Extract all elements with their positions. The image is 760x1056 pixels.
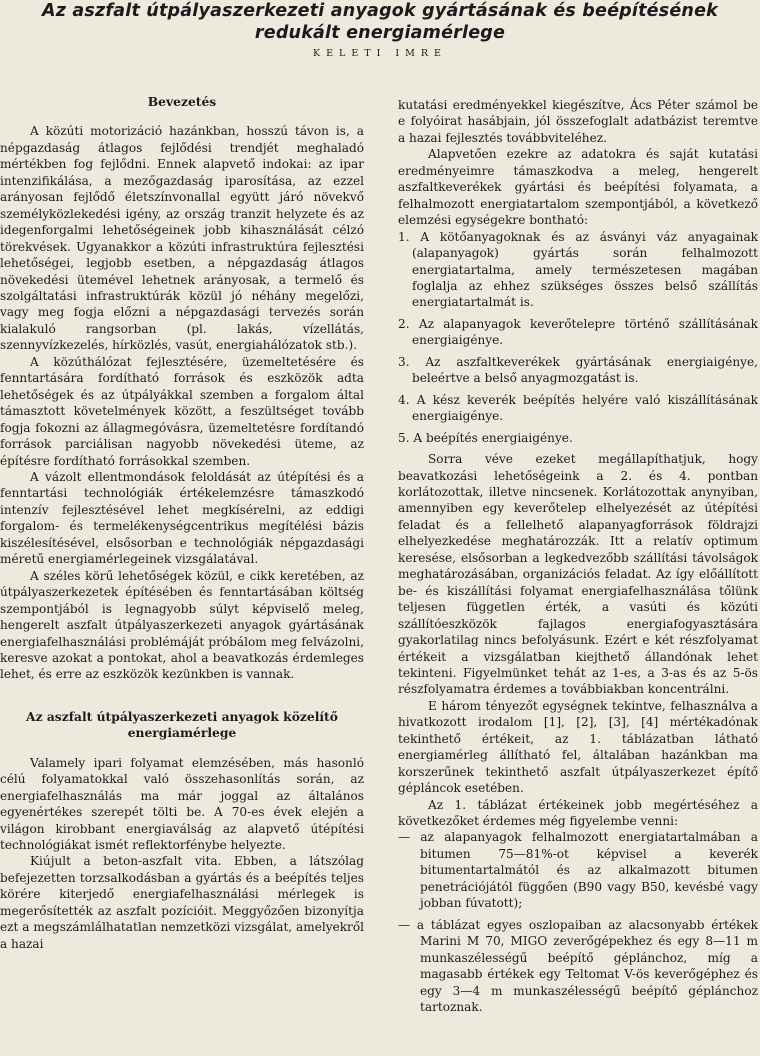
section-heading-energy-balance: Az aszfalt útpályaszerkezeti anyagok közelítő energiamérlege [26, 708, 338, 741]
section-spacer [0, 683, 364, 705]
list-item: 4. A kész keverék beépítés helyére való kiszállításának energiaigénye. [398, 392, 758, 424]
paragraph: A közúti motorizáció hazánkban, hosszú távon is, a népgazdaság átlagos fejlődési trendjét meghaladó mértékben fog fejlődni. Ennek alapvető indokai: az ipar intenzifikálása, a mezőgazdaság iparosítása, az ezzel arányosan fejlődő életszínvonallal együtt járó növekvő személyközlekedési igény, az ország tranzit helyzete és az idegenforgalmi lehetőségeinek jobb kihasználását célzó törekvések. Ugyanakkor a közúti infrastruktúra fejlesztési lehetőségei, legjobb esetben, a népgazdaság átlagos növekedési ütemével lehetnek arányosak, a termelő és szolgáltatási infrastruktúrák közül jó néhány megelőzi, vagy meg fogja előzni a népgazdasági tervezés során kialakuló rangsorban (pl. lakás, vízellátás, szennyvízkezelés, hírközlés, vasút, energiahálózatok stb.). [0, 124, 364, 353]
list-item: 1. A kötőanyagoknak és az ásványi váz anyagainak (alapanyagok) gyártás során felhalmozott energiatartalma, amely természetesen magában foglalja az ehhez szükséges összes belső szállítás energiatartalmát is. [398, 229, 758, 310]
paragraph: A közúthálózat fejlesztésére, üzemeltetésére és fenntartására fordítható források és eszközök adta lehetőségek és az útpályákkal szemben a forgalom által támasztott követelmények között, a feszültséget tovább fogja fokozni az állagmegóvásra, üzemeltetésre fordítandó források parciálisan nagyobb növekedési üteme, az építésre fordítható forrásokkal szemben. [0, 354, 364, 468]
article-title [20, 0, 740, 44]
author-name: KELETI IMRE [313, 48, 447, 59]
section-heading-introduction: Bevezetés [147, 94, 217, 109]
list-item: 3. Az aszfaltkeverékek gyártásának energiaigénye, beleértve a belső anyagmozgatást is. [398, 354, 758, 386]
paragraph: kutatási eredményekkel kiegészítve, Ács Péter számol be e folyóirat hasábjain, jól összefoglalt adatbázist teremtve a hazai fejlesztés továbbviteléhez. [398, 98, 758, 145]
paragraph: Alapvetően ezekre az adatokra és saját kutatási eredményeimre támaszkodva a meleg, hengerelt aszfaltkeverékek gyártási és beépítési folyamata, a felhalmozott energiatartalom szempontjából, a következő elemzési egységekre bontható: [398, 147, 758, 228]
list-item: 5. A beépítés energiaigénye. [398, 430, 573, 445]
list-item: 2. Az alapanyagok keverőtelepre történő szállításának energiaigénye. [398, 316, 758, 348]
paragraph: A széles körű lehetőségek közül, e cikk keretében, az útpályaszerkezetek építésében és fenntartásában költség szempontjából is legnagyobb súlyt képviselő meleg, hengerelt aszfalt útpályaszerkezeti anyagok gyártásának energiafelhasználási problémáját próbálom meg felvázolni, keresve azokat a pontokat, ahol a beavatkozás érdemleges lehet, és erre az eszközök kezünkben is vannak. [0, 568, 364, 682]
paragraph: A vázolt ellentmondások feloldását az útépítési és a fenntartási technológiák értékelemzésre támaszkodó intenzív fejlesztésével lehet megkísérelni, az eddigi forgalom- és termelékenységcentrikus megítélési bázis kiszélesítésével, elsősorban e technológiák népgazdasági méretű energiamérlegeinek vizsgálatával. [0, 469, 364, 567]
paragraph: Valamely ipari folyamat elemzésében, más hasonló célú folyamatokkal való összehasonlítás során, az energiafelhasználás ma már joggal az általános egyenértékes szerepét tölti be. A 70-es évek elején a világon kirobbant energiaválság az alapvető útépítési technológiákat ismét reflektorfénybe helyezte. [0, 755, 364, 853]
title-line-2: redukált energiamérlege [254, 23, 506, 43]
title-line-1: Az aszfalt útpályaszerkezeti anyagok gyártásának és beépítésének [42, 1, 718, 21]
right-column [398, 97, 758, 1020]
dash-list-item: — a táblázat egyes oszlopaiban az alacsonyabb értékek Marini M 70, MIGO zeverőgépekhez és egy 8—11 m munkaszélességű beépítő géplánchoz, míg a magasabb értékek egy Teltomat V-ös keverőgéphez és egy 3—4 m munkaszélességű beépítő géplánchoz tartoznak. [398, 917, 758, 1015]
paragraph: Az 1. táblázat értékeinek jobb megértéséhez a következőket érdemes még figyelembe venni: [398, 797, 758, 829]
left-column [0, 94, 364, 952]
dash-list-item: — az alapanyagok felhalmozott energiatartalmában a bitumen 75—81%-ot képvisel a keverék bitumentartalmától és az alkalmazott bitumen penetrációjától függően (B90 vagy B50, kevésbé vagy jobban fúvatott); [398, 830, 758, 911]
paragraph: Sorra véve ezeket megállapíthatjuk, hogy beavatkozási lehetőségeink a 2. és 4. pontban korlátozottak, illetve nincsenek. Korlátozottak anynyiban, amennyiben egy keverőtelep elhelyezését az útépítési feladat és a fellelhető alapanyagforrások földrajzi elhelyezkedése meghatározzák. Itt a relatív optimum keresése, elsősorban a legkedvezőbb szállítási távolságok meghatározásában, organizációs feladat. Az így előállított be- és kiszállítási folyamat energiafelhasználása tőlünk teljesen független érték, a vasúti és közúti szállítóeszközök fajlagos energiafogyasztására gyakorlatilag nincs befolyásunk. Ezért e két részfolyamat értékeit a vizsgálatban kiejthető állandónak lehet tekinteni. Figyelmünket tehát az 1-es, a 3-as és az 5-ös részfolyamatra érdemes a továbbiakban koncentrálni. [398, 452, 758, 697]
paragraph: Kiújult a beton-aszfalt vita. Ebben, a látszólag befejezetten torzsalkodásban a gyártás és a beépítés teljes körére kiterjedő energiafelhasználási mérlegek is megerősítették az aszfalt pozícióit. Meggyőzően bizonyítja ezt a megszámlálhatatlan nemzetközi vizsgálat, amelyekről a hazai [0, 854, 364, 951]
paragraph: E három tényezőt egységnek tekintve, felhasználva a hivatkozott irodalom [1], [2], [3], [4] mértékadónak tekinthető értékeit, az 1. táblázatban látható energiamérleg állítható fel, általában hazánkban ma korszerűnek tekinthető aszfalt útpályaszerkezet építő gépláncok esetében. [398, 698, 758, 796]
